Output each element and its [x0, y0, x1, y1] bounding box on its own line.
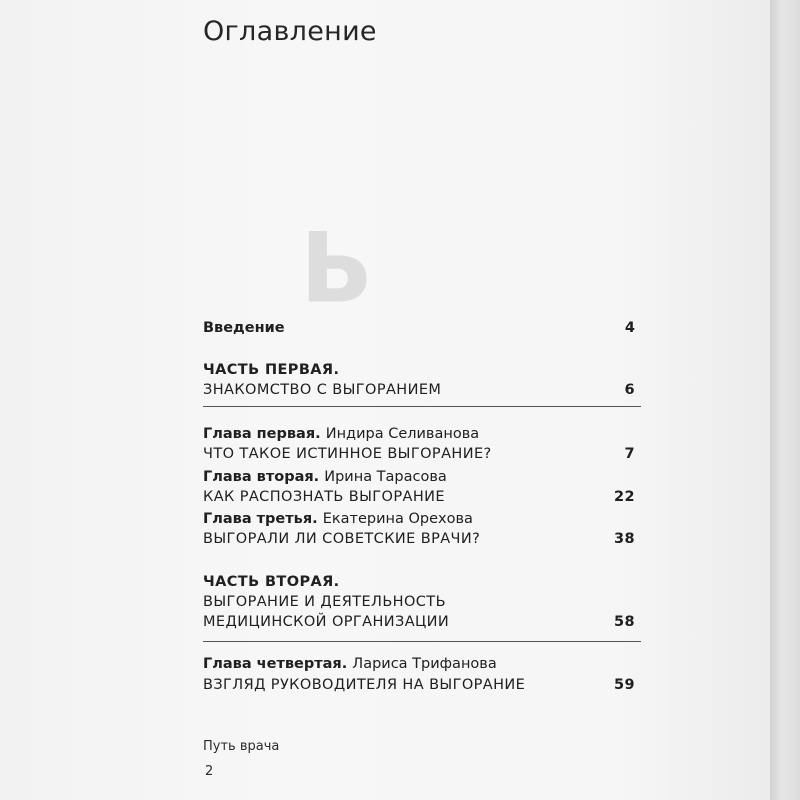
entry-title: ЗНАКОМСТВО С ВЫГОРАНИЕМ — [203, 382, 442, 398]
toc-entry-part2-line1: ВЫГОРАНИЕ И ДЕЯТЕЛЬНОСТЬ — [203, 594, 446, 610]
chapter-author: Ирина Тарасова — [324, 469, 447, 485]
page-title: Оглавление — [203, 16, 377, 47]
toc-entry-part2[interactable] — [203, 612, 635, 632]
toc-chapter-header — [203, 424, 635, 444]
toc-entry-ch2[interactable] — [203, 487, 635, 507]
page-number: 22 — [614, 489, 635, 505]
entry-label: Введение — [203, 320, 285, 336]
page-number: 38 — [614, 531, 635, 547]
entry-title: ВЗГЛЯД РУКОВОДИТЕЛЯ НА ВЫГОРАНИЕ — [203, 677, 526, 693]
chapter-author: Екатерина Орехова — [322, 511, 473, 527]
toc-chapter-header — [203, 467, 635, 487]
running-footer-title: Путь врача — [203, 739, 280, 754]
chapter-author: Лариса Трифанова — [352, 656, 497, 672]
page-number: 59 — [614, 677, 635, 693]
toc-entry-part1[interactable] — [203, 380, 635, 400]
chapter-author: Индира Селиванова — [325, 426, 480, 442]
entry-title: ВЫГОРАЛИ ЛИ СОВЕТСКИЕ ВРАЧИ? — [203, 531, 481, 547]
chapter-label: Глава четвертая. — [203, 656, 353, 672]
toc-entry-ch3[interactable] — [203, 529, 635, 549]
page-number: 58 — [614, 614, 635, 630]
folio-page-number: 2 — [205, 764, 214, 779]
entry-title: МЕДИЦИНСКОЙ ОРГАНИЗАЦИИ — [203, 614, 450, 630]
chapter-label: Глава третья. — [203, 511, 323, 527]
chapter-label: Глава вторая. — [203, 469, 325, 485]
toc-chapter-header — [203, 509, 635, 529]
toc-part-label: ЧАСТЬ ВТОРАЯ. — [203, 574, 340, 590]
page-edge-shadow — [770, 0, 800, 800]
page-number: 6 — [624, 382, 635, 398]
entry-title: КАК РАСПОЗНАТЬ ВЫГОРАНИЕ — [203, 489, 445, 505]
section-divider — [203, 406, 641, 407]
page-number: 4 — [624, 320, 635, 336]
toc-part-label: ЧАСТЬ ПЕРВАЯ. — [203, 362, 340, 378]
show-through-graphic: ꟼ — [300, 208, 371, 320]
toc-chapter-header — [203, 654, 635, 674]
entry-title: ЧТО ТАКОЕ ИСТИННОЕ ВЫГОРАНИЕ? — [203, 446, 492, 462]
toc-entry-intro[interactable] — [203, 318, 635, 338]
chapter-label: Глава первая. — [203, 426, 326, 442]
page-number: 7 — [624, 446, 635, 462]
section-divider — [203, 641, 641, 642]
toc-entry-ch1[interactable] — [203, 444, 635, 464]
toc-entry-ch4[interactable] — [203, 675, 635, 695]
